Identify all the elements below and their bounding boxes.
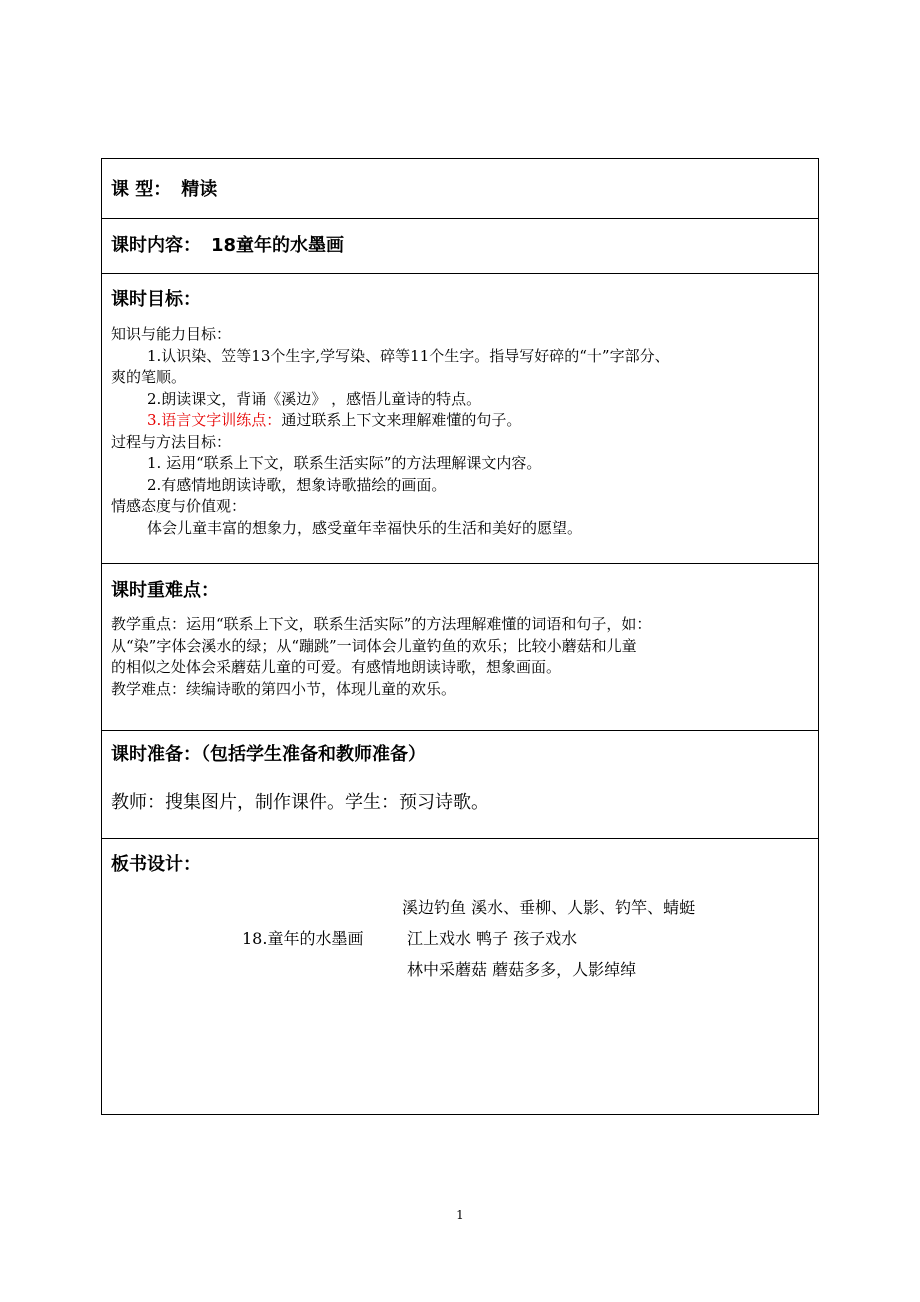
focus-line-3: 的相似之处体会采蘑菇儿童的可爱。有感情地朗读诗歌，想象画面。 xyxy=(111,658,562,676)
lesson-content-row xyxy=(102,219,818,274)
lesson-content-value: 18童年的水墨画 xyxy=(211,235,345,256)
page-number: 1 xyxy=(456,1208,464,1222)
preparation-row xyxy=(102,731,818,839)
process-item-1: 1. 运用“联系上下文，联系生活实际”的方法理解课文内容。 xyxy=(147,454,542,472)
key-points-row xyxy=(102,564,818,731)
board-design-heading: 板书设计： xyxy=(111,854,201,875)
preparation-content: 教师：搜集图片，制作课件。学生：预习诗歌。 xyxy=(111,792,489,813)
attitude-heading: 情感态度与价值观： xyxy=(111,497,247,515)
lesson-type-value: 精读 xyxy=(181,179,218,200)
knowledge-item-1-line-1: 1.认识染、笠等13个生字,学写染、碎等11个生字。指导写好碎的“十”字部分、 xyxy=(147,346,670,365)
knowledge-item-2: 2.朗读课文，背诵《溪边》 ，感悟儿童诗的特点。 xyxy=(147,389,482,408)
board-row-2: 江上戏水 鸭子 孩子戏水 xyxy=(407,929,578,948)
process-item-2: 2.有感情地朗读诗歌，想象诗歌描绘的画面。 xyxy=(147,475,447,494)
objectives-row xyxy=(102,274,818,564)
language-training-text: 通过联系上下文来理解难懂的句子。 xyxy=(281,411,522,429)
board-design-row xyxy=(102,839,818,1114)
lesson-plan-table xyxy=(101,158,819,1115)
objectives-body xyxy=(111,324,806,539)
lesson-type-row xyxy=(102,159,818,219)
knowledge-item-1-line-2: 爽的笔顺。 xyxy=(111,368,187,386)
board-title: 18.童年的水墨画 xyxy=(242,929,364,948)
knowledge-heading: 知识与能力目标： xyxy=(111,325,232,343)
language-training-label: 3.语言文字训练点： xyxy=(147,411,282,429)
preparation-heading: 课时准备：（包括学生准备和教师准备） xyxy=(111,744,426,765)
attitude-item: 体会儿童丰富的想象力，感受童年幸福快乐的生活和美好的愿望。 xyxy=(147,518,583,537)
objectives-heading: 课时目标： xyxy=(111,289,201,310)
process-heading: 过程与方法目标： xyxy=(111,432,232,451)
lesson-type-heading xyxy=(111,179,217,201)
key-points-body xyxy=(111,614,806,700)
board-row-3: 林中采蘑菇 蘑菇多多，人影绰绰 xyxy=(407,960,637,979)
board-row-1: 溪边钓鱼 溪水、垂柳、人影、钓竿、蜻蜓 xyxy=(402,898,696,917)
lesson-content-label: 课时内容： xyxy=(111,235,201,256)
difficulty-line: 教学难点：续编诗歌的第四小节，体现儿童的欢乐。 xyxy=(111,679,457,698)
knowledge-item-3 xyxy=(111,410,806,432)
key-points-heading: 课时重难点： xyxy=(111,580,219,601)
lesson-content-heading xyxy=(111,235,344,257)
lesson-type-label: 课 型： xyxy=(111,179,172,200)
focus-line-1: 教学重点：运用“联系上下文，联系生活实际”的方法理解难懂的词语和句子，如： xyxy=(111,615,652,633)
focus-line-2: 从“染”字体会溪水的绿；从“蹦跳”一词体会儿童钓鱼的欢乐；比较小蘑菇和儿童 xyxy=(111,636,637,655)
